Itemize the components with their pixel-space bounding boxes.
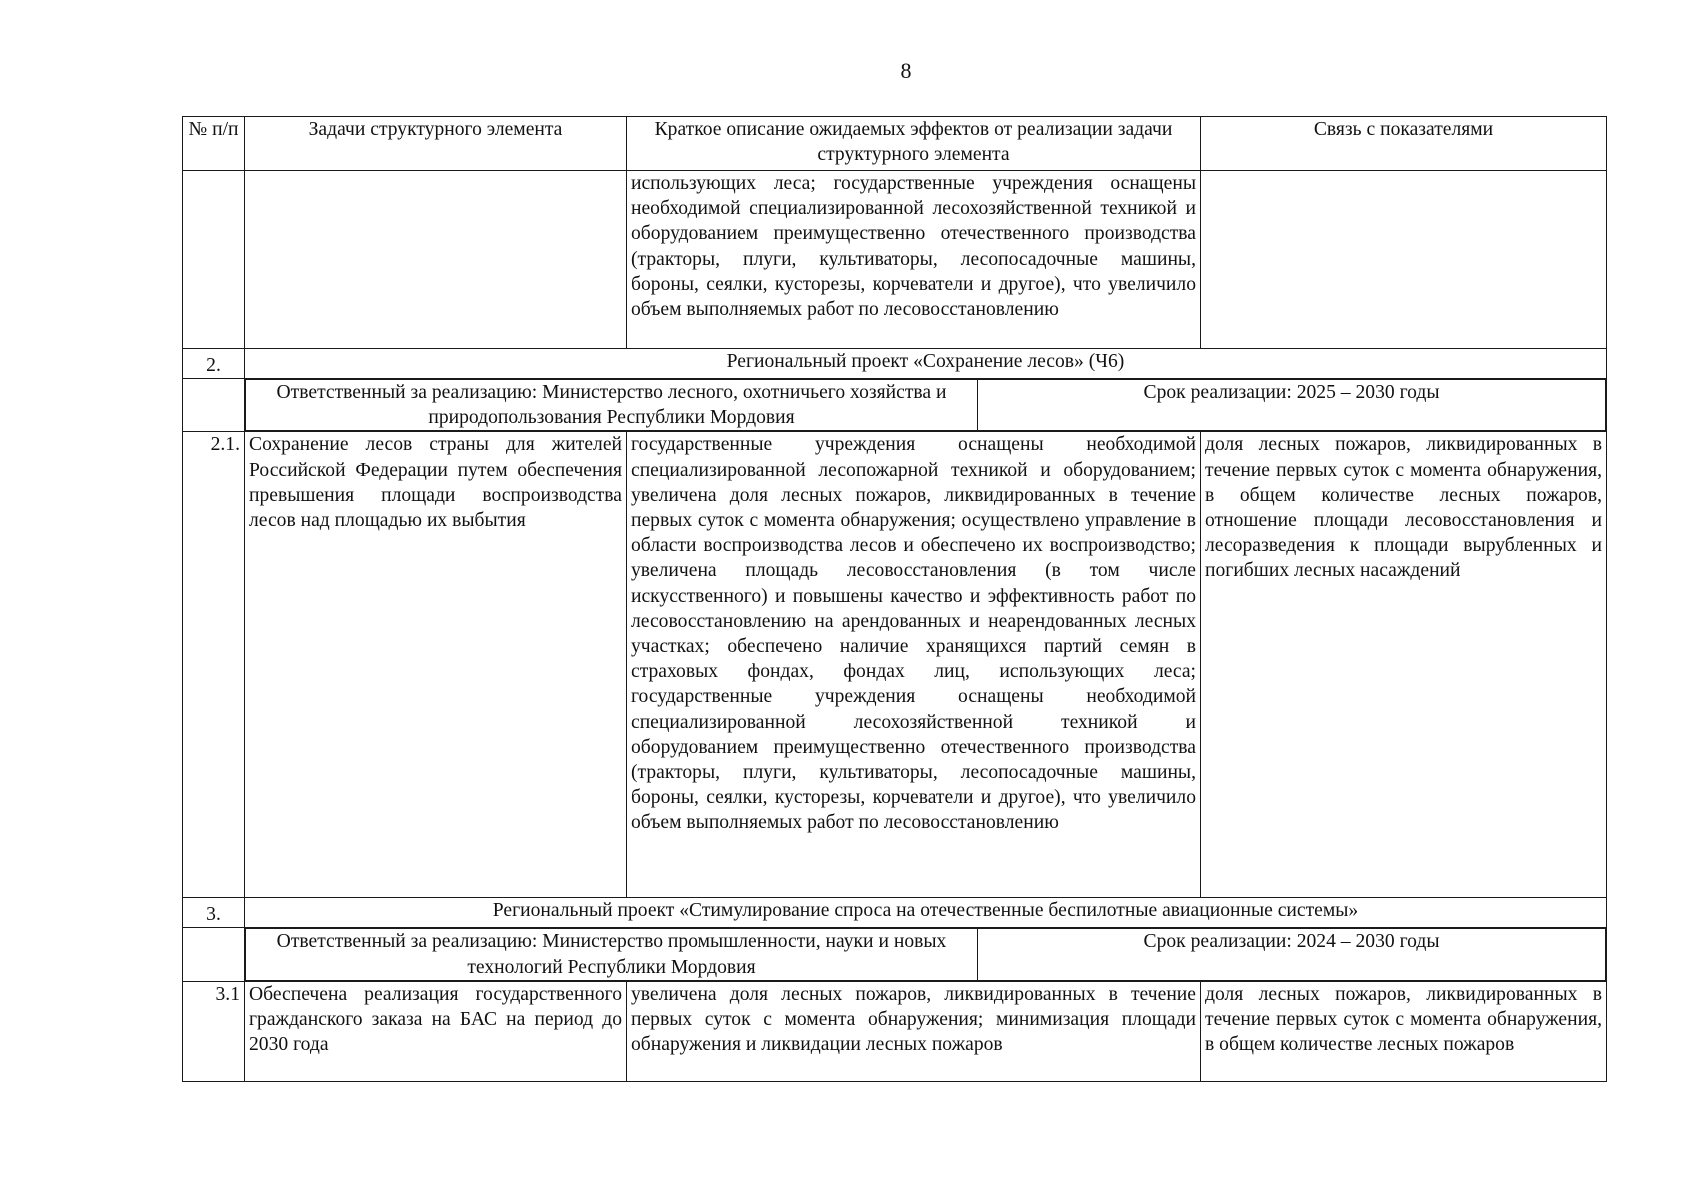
row-3-1-task: Обеспечена реализация государственного гражданского заказа на БАС на период до 2030 года (245, 981, 627, 1081)
section-2-meta (245, 379, 1606, 431)
section-2-title-row (183, 349, 1607, 379)
header-indicators: Связь с показателями (1201, 117, 1607, 171)
header-tasks: Задачи структурного элемента (245, 117, 627, 171)
program-table (182, 116, 1607, 1082)
page-number: 8 (900, 58, 912, 83)
section-3-number: 3. (183, 898, 245, 928)
row-3-1-effects: увеличена доля лесных пожаров, ликвидированных в течение первых суток с момента обнаружения; минимизация площади обнаружения и ликвидации лесных пожаров (627, 981, 1201, 1081)
cell-num-empty (183, 928, 245, 981)
header-effects: Краткое описание ожидаемых эффектов от реализации задачи структурного элемента (627, 117, 1201, 171)
cell-num-empty (183, 379, 245, 432)
section-3-responsible: Ответственный за реализацию: Министерство промышленности, науки и новых технологий Республики Мордовия (246, 929, 978, 980)
table-row-continuation (183, 171, 1607, 349)
section-2-term: Срок реализации: 2025 – 2030 годы (978, 380, 1606, 431)
section-2-title: Региональный проект «Сохранение лесов» (Ч6) (245, 349, 1607, 379)
row-2-1-effects: государственные учреждения оснащены необходимой специализированной лесопожарной техникой и оборудованием; увеличена доля лесных пожаров, ликвидированных в течение первых суток с момента обнаружения; осуществлено управление в области воспроизводства лесов и обеспечено их воспроизводство; увеличена площадь лесовосстановления (в том числе искусственного) и повышены качество и эффективность работ по лесовосстановлению на арендованных и неарендованных лесных участках; обеспечено наличие хранящихся партий семян в страховых фондах, фондах лиц, использующих леса; государственные учреждения оснащены необходимой специализированной лесохозяйственной техникой и оборудованием преимущественно отечественного производства (тракторы, плуги, культиваторы, лесопосадочные машины, бороны, сеялки, кусторезы, корчеватели и другое), что увеличило объем выполняемых работ по лесовосстановлению (627, 432, 1201, 898)
header-num: № п/п (183, 117, 245, 171)
section-3-title: Региональный проект «Стимулирование спроса на отечественные беспилотные авиационные системы» (245, 898, 1607, 928)
section-2-number: 2. (183, 349, 245, 379)
section-3-title-row (183, 898, 1607, 928)
row-2-1-task: Сохранение лесов страны для жителей Российской Федерации путем обеспечения превышения площади воспроизводства лесов над площадью их выбытия (245, 432, 627, 898)
table-row-2-1 (183, 432, 1607, 898)
section-2-responsible: Ответственный за реализацию: Министерство лесного, охотничьего хозяйства и природопользования Республики Мордовия (246, 380, 978, 431)
section-3-term: Срок реализации: 2024 – 2030 годы (978, 929, 1606, 980)
table-header-row (183, 117, 1607, 171)
section-3-responsible-row (183, 928, 1607, 981)
cell-num-empty (183, 171, 245, 349)
cell-task-empty (245, 171, 627, 349)
cell-effects-continuation: использующих леса; государственные учреждения оснащены необходимой специализированной лесохозяйственной техникой и оборудованием преимущественно отечественного производства (тракторы, плуги, культиваторы, лесопосадочные машины, бороны, сеялки, кусторезы, корчеватели и другое), что увеличило объем выполняемых работ по лесовосстановлению (627, 171, 1201, 349)
row-2-1-number: 2.1. (183, 432, 245, 898)
row-3-1-indicators: доля лесных пожаров, ликвидированных в течение первых суток с момента обнаружения, в общем количестве лесных пожаров (1201, 981, 1607, 1081)
section-3-meta (245, 928, 1606, 980)
row-2-1-indicators: доля лесных пожаров, ликвидированных в течение первых суток с момента обнаружения, в общем количестве лесных пожаров, отношение площади лесовосстановления и лесоразведения к площади вырубленных и погибших лесных насаждений (1201, 432, 1607, 898)
section-2-responsible-row (183, 379, 1607, 432)
cell-indicators-empty (1201, 171, 1607, 349)
table-row-3-1 (183, 981, 1607, 1081)
row-3-1-number: 3.1 (183, 981, 245, 1081)
